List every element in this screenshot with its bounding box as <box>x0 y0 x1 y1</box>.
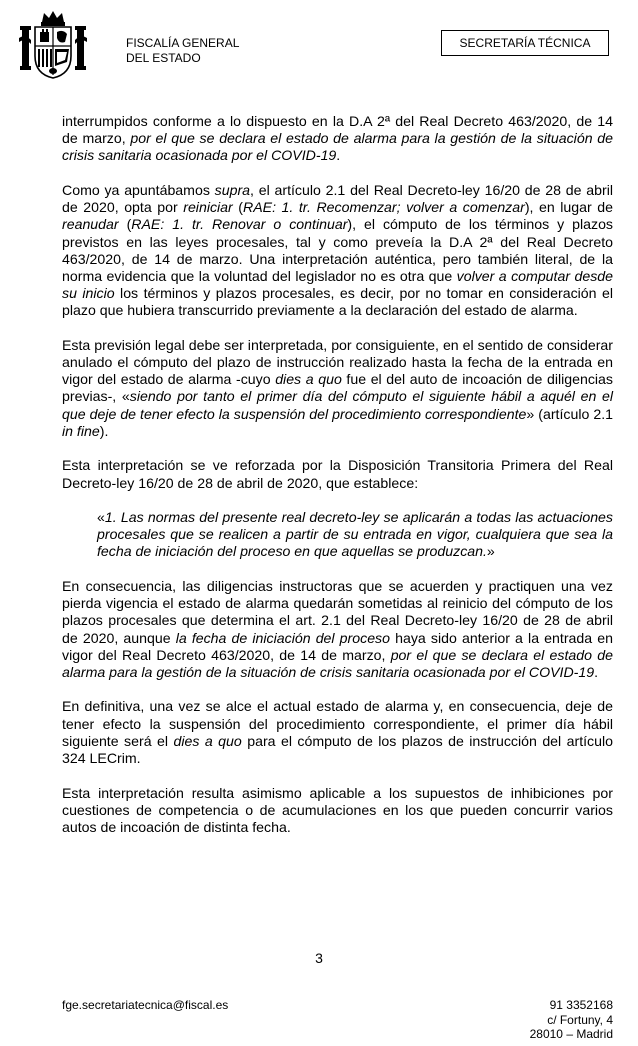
text-run: Como ya apuntábamos <box>62 181 215 198</box>
italic-text: dies a quo <box>275 371 342 388</box>
text-run: interrumpidos conforme a lo dispuesto en la D.A 2ª del Real Decreto 463/2020, de 14 de marzo, <box>62 113 613 147</box>
text-run: fue el del auto de incoación de diligencias previas-, « <box>62 371 613 405</box>
text-run: los términos y plazos procesales, es decir, por no tomar en consideración el plazo que hubiera transcurrido previamente a la declaración del estado de alarma. <box>62 285 613 319</box>
text-run: para el cómputo de los plazos de instrucción del artículo 324 LECrim. <box>62 732 614 767</box>
italic-text: por el que se declara el estado de alarma para la gestión de la situación de crisis sanitaria ocasionada por el COVID-19 <box>62 646 613 680</box>
organization-name <box>126 36 239 66</box>
text-run: ), en lugar de <box>524 199 613 216</box>
footer-address-line1: c/ Fortuny, 4 <box>547 1012 613 1027</box>
italic-text: 1. Las normas del presente real decreto-ley se aplicarán a todas las actuaciones procesales que se realicen a partir de su entrada en vigor, cualquiera que sea la fecha de iniciación del proceso en que aquellas se produzcan. <box>97 509 613 560</box>
paragraph-3 <box>62 337 613 440</box>
footer-phone: 91 3352168 <box>549 998 613 1012</box>
spain-coat-of-arms-icon <box>18 8 88 80</box>
italic-text: RAE: 1. tr. Recomenzar; volver a comenzar <box>243 199 525 216</box>
paragraph-1 <box>62 113 613 165</box>
italic-text: reiniciar <box>183 199 233 216</box>
paragraph-5 <box>62 578 613 681</box>
paragraph-7 <box>62 785 613 837</box>
paragraph-4 <box>62 457 613 491</box>
text-run: Esta previsión legal debe ser interpretada, por consiguiente, en el sentido de considerar anulado el cómputo del plazo de instrucción realizado hasta la fecha de la entrada en vigor del estado de alarma -cuyo <box>62 336 613 388</box>
text-run: Esta interpretación resulta asimismo aplicable a los supuestos de inhibiciones por cuestiones de competencia o de acumulaciones en los que pueden concurrir varios autos de incoación de distinta fecha. <box>62 784 613 835</box>
organization-name-line2: DEL ESTADO <box>126 51 201 65</box>
text-run: » <box>486 543 495 560</box>
page-number: 3 <box>315 950 323 966</box>
paragraph-6 <box>62 698 613 767</box>
italic-text: reanudar <box>62 216 119 233</box>
italic-text: siendo por tanto el primer día del cómputo el siguiente hábil a aquél en el que deje de tener efecto la suspensión del procedimiento correspondiente <box>62 388 613 422</box>
footer-email: fge.secretariatecnica@fiscal.es <box>62 998 229 1012</box>
text-run: En definitiva, una vez se alce el actual estado de alarma y, en consecuencia, deje de tener efecto la suspensión del procedimiento correspondiente, el primer día hábil siguiente será el <box>62 698 613 749</box>
text-run: ( <box>118 216 132 233</box>
text-run: Esta interpretación se ve reforzada por la Disposición Transitoria Primera del Real Decreto-ley 16/20 de 28 de abril de 2020, que establece: <box>62 457 613 491</box>
department-label: SECRETARÍA TÉCNICA <box>441 30 609 56</box>
text-run: « <box>97 509 105 526</box>
block-quote <box>97 509 613 561</box>
italic-text: dies a quo <box>173 732 242 749</box>
text-run: » (artículo 2.1 <box>526 405 613 422</box>
footer-address-line2: 28010 – Madrid <box>529 1027 613 1041</box>
italic-text: RAE: 1. tr. Renovar o continuar <box>131 216 348 233</box>
text-run: . <box>336 147 341 164</box>
document-body <box>62 113 613 853</box>
text-run: , el artículo 2.1 del Real Decreto-ley 16/20 de 28 de abril de 2020, opta por <box>62 181 613 216</box>
text-run: En consecuencia, las diligencias instructoras que se acuerden y practiquen una vez pierda vigencia el estado de alarma quedarán sometidas al reinicio del cómputo de los plazos procesales que determina el art. 2.1 del Real Decreto-ley 16/20 de 28 de abril de 2020, aunque <box>62 577 613 646</box>
italic-text: la fecha de iniciación del proceso <box>175 629 390 646</box>
italic-text: por el que se declara el estado de alarma para la gestión de la situación de crisis sanitaria ocasionada por el COVID-19 <box>62 130 613 164</box>
text-run: ), el cómputo de los términos y plazos previstos en las leyes procesales, tal y como preveía la D.A 2ª del Real Decreto 463/2020, de 14 de marzo. Una interpretación auténtica, pero también literal, de la norma evidencia que la voluntad del legislador no es otra que <box>62 216 614 284</box>
paragraph-2 <box>62 182 613 320</box>
text-run: ). <box>99 422 109 439</box>
text-run: haya sido anterior a la entrada en vigor del Real Decreto 463/2020, de 14 de marzo, <box>62 629 614 663</box>
footer-contact <box>530 998 613 1042</box>
text-run: ( <box>232 199 243 216</box>
italic-text: volver a computar desde su inicio <box>62 267 614 302</box>
organization-name-line1: FISCALÍA GENERAL <box>126 36 240 50</box>
text-run: . <box>594 663 599 680</box>
italic-text: supra <box>214 181 251 198</box>
italic-text: in fine <box>62 422 100 439</box>
